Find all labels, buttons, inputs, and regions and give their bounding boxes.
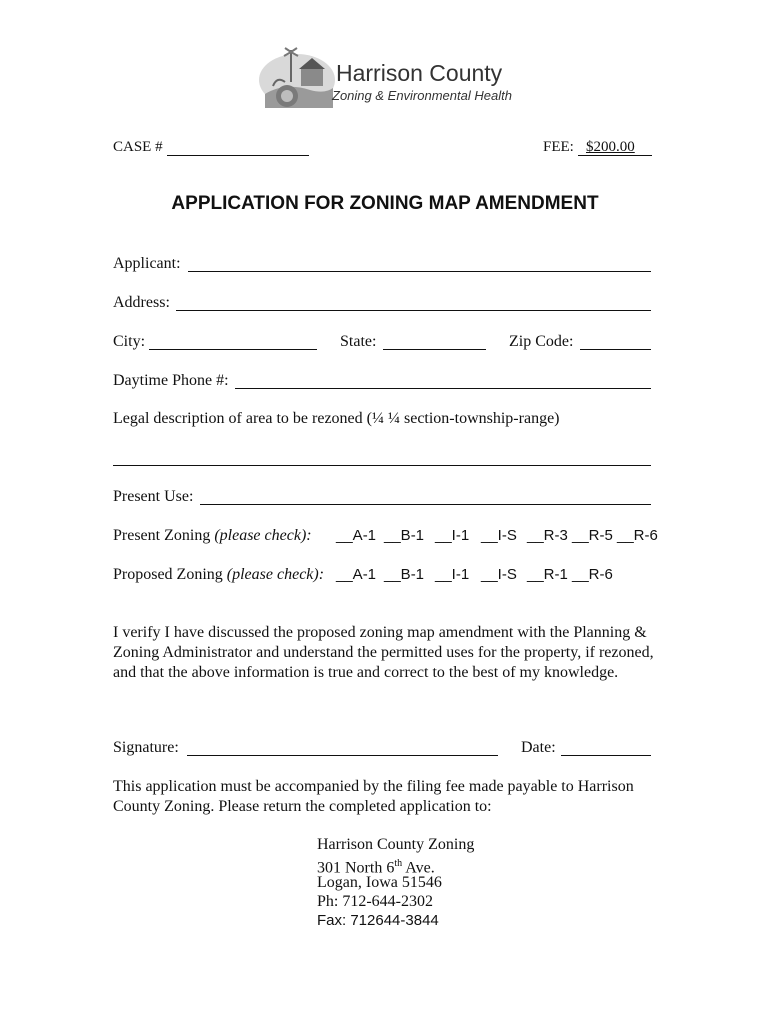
applicant-label: Applicant: xyxy=(113,255,181,272)
proposed-zoning-label xyxy=(113,566,324,584)
present-zoning-option[interactable]: __I-1 xyxy=(435,527,470,544)
present-zoning-option[interactable]: __A-1 xyxy=(336,527,377,544)
phone-field[interactable] xyxy=(235,388,651,389)
address-label: Address: xyxy=(113,294,170,311)
case-number-field[interactable] xyxy=(167,155,309,156)
org-name: Harrison County xyxy=(336,60,503,86)
verification-statement: I verify I have discussed the proposed zoning map amendment with the Planning & Zoning Administrator and understand the permitted uses for the property, if rezoned, and that the above information is true and correct to the best of my knowledge. xyxy=(113,624,654,681)
proposed-zoning-option[interactable]: __B-1 xyxy=(384,566,425,583)
present-use-field[interactable] xyxy=(200,504,651,505)
return-address-phone: Ph: 712-644-2302 xyxy=(317,893,433,910)
signature-field[interactable] xyxy=(187,755,498,756)
present-zoning-label xyxy=(113,527,312,545)
phone-label: Daytime Phone #: xyxy=(113,372,229,389)
signature-label: Signature: xyxy=(113,739,179,756)
fee-value: $200.00 xyxy=(586,139,635,155)
case-label: CASE # xyxy=(113,139,163,155)
present-zoning-option[interactable]: __R-6 xyxy=(617,527,658,544)
return-address-line1: Harrison County Zoning xyxy=(317,836,475,853)
proposed-zoning-option[interactable]: __R-6 xyxy=(572,566,613,583)
city-label: City: xyxy=(113,333,146,350)
present-zoning-option[interactable]: __B-1 xyxy=(384,527,425,544)
zip-label: Zip Code: xyxy=(509,333,574,350)
page-title: APPLICATION FOR ZONING MAP AMENDMENT xyxy=(171,193,599,214)
applicant-field[interactable] xyxy=(188,271,651,272)
fee-label: FEE: xyxy=(543,139,574,155)
return-address-fax: Fax: 712644-3844 xyxy=(317,912,439,929)
street-prefix: 301 North 6 xyxy=(317,859,395,877)
city-field[interactable] xyxy=(149,349,317,350)
proposed-zoning-option[interactable]: __I-S xyxy=(481,566,517,583)
proposed-zoning-option[interactable]: __A-1 xyxy=(336,566,377,583)
county-landscape-logo-icon xyxy=(255,42,335,114)
zip-field[interactable] xyxy=(580,349,651,350)
present-use-label: Present Use: xyxy=(113,488,194,505)
return-address-city: Logan, Iowa 51546 xyxy=(317,874,442,891)
state-label: State: xyxy=(340,333,377,350)
state-field[interactable] xyxy=(383,349,486,350)
present-zoning-note: (please check): xyxy=(214,527,312,544)
street-suffix-sup: th xyxy=(394,858,403,869)
legal-description-field[interactable] xyxy=(113,465,651,466)
street-postfix: Ave. xyxy=(402,859,435,877)
legal-description-label: Legal description of area to be rezoned (¼ ¼ section-township-range) xyxy=(113,410,560,427)
date-field[interactable] xyxy=(561,755,651,756)
date-label: Date: xyxy=(521,739,556,756)
proposed-zoning-text: Proposed Zoning xyxy=(113,566,223,583)
fee-underline xyxy=(578,155,652,156)
proposed-zoning-option[interactable]: __R-1 xyxy=(527,566,568,583)
address-field[interactable] xyxy=(176,310,651,311)
present-zoning-option[interactable]: __R-3 xyxy=(527,527,568,544)
proposed-zoning-note: (please check): xyxy=(226,566,325,583)
present-zoning-option[interactable]: __I-S xyxy=(481,527,517,544)
present-zoning-option[interactable]: __R-5 xyxy=(572,527,613,544)
filing-instructions: This application must be accompanied by the filing fee made payable to Harrison County Zoning. Please return the completed application to: xyxy=(113,778,634,815)
org-subtitle: Zoning & Environmental Health xyxy=(332,88,512,103)
proposed-zoning-option[interactable]: __I-1 xyxy=(435,566,470,583)
present-zoning-text: Present Zoning xyxy=(113,527,211,544)
